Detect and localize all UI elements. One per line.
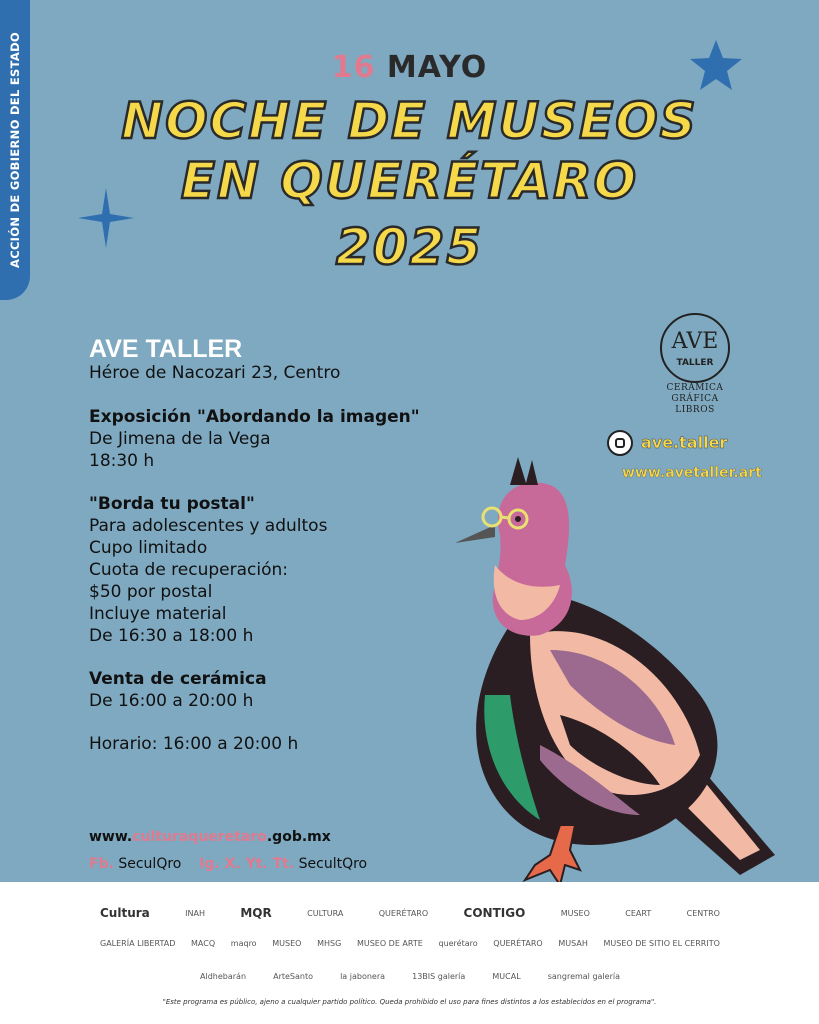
logo-sangremal: sangremal galería bbox=[547, 972, 620, 981]
ave-taller-logo bbox=[660, 313, 730, 383]
url-prefix: www. bbox=[89, 829, 133, 845]
logo-mhsg: MHSG bbox=[317, 939, 342, 948]
instagram-handle[interactable]: ave.taller bbox=[641, 433, 728, 452]
logo-mqr: MQR bbox=[240, 906, 272, 920]
logo-mucal: MUCAL bbox=[492, 972, 521, 981]
event-title: "Borda tu postal" bbox=[89, 494, 255, 514]
logo-queretaro-2: querétaro bbox=[438, 939, 478, 948]
event-line: 18:30 h bbox=[89, 451, 155, 471]
government-url[interactable] bbox=[89, 829, 331, 845]
logo-inah: INAH bbox=[185, 908, 205, 918]
instagram-icon bbox=[607, 430, 633, 456]
side-tab-text: ACCIÓN DE GOBIERNO DEL ESTADO bbox=[8, 32, 22, 268]
event-title: Venta de cerámica bbox=[89, 669, 267, 689]
logo-taller-word: TALLER bbox=[676, 358, 714, 368]
url-suffix: .gob.mx bbox=[266, 829, 331, 845]
logo-el-cerrito: MUSEO DE SITIO EL CERRITO bbox=[603, 939, 720, 948]
facebook-label: Fb. bbox=[89, 856, 114, 872]
venue-address: Héroe de Nacozari 23, Centro bbox=[89, 363, 341, 383]
logo-macq: MACQ bbox=[191, 939, 216, 948]
event-line: De 16:00 a 20:00 h bbox=[89, 691, 254, 711]
event-date bbox=[0, 50, 819, 85]
logo-row-1 bbox=[100, 906, 720, 920]
logo-cultura-small: CULTURA bbox=[307, 908, 344, 918]
logo-museo-2: MUSEO bbox=[272, 939, 302, 948]
pigeon-illustration bbox=[440, 455, 780, 882]
event-line: De Jimena de la Vega bbox=[89, 429, 271, 449]
logo-word: AVE bbox=[671, 329, 719, 354]
logo-maqro: maqro bbox=[230, 939, 257, 948]
event-block-venta bbox=[89, 668, 267, 712]
logo-centro: CENTRO bbox=[686, 908, 720, 918]
event-day: 16 bbox=[331, 50, 376, 85]
event-line: Incluye material bbox=[89, 604, 227, 624]
logo-subtitle bbox=[630, 383, 760, 416]
event-line: $50 por postal bbox=[89, 582, 213, 602]
logo-contigo: CONTIGO bbox=[463, 906, 526, 920]
venue-name: AVE TALLER bbox=[89, 335, 243, 363]
social-handles bbox=[89, 856, 367, 872]
event-line: Cupo limitado bbox=[89, 538, 208, 558]
social-handle[interactable]: SecultQro bbox=[298, 856, 368, 872]
disclaimer: "Este programa es público, ajeno a cualquier partido político. Queda prohibido el uso para fines distintos a los establecidos en el programa". bbox=[162, 998, 657, 1006]
event-line: Cuota de recuperación: bbox=[89, 560, 289, 580]
event-line: De 16:30 a 18:00 h bbox=[89, 626, 254, 646]
title-line-2: EN QUERÉTARO bbox=[180, 152, 639, 210]
event-block-borda bbox=[89, 493, 327, 647]
logo-row-3 bbox=[200, 972, 620, 981]
schedule-text: Horario: 16:00 a 20:00 h bbox=[89, 734, 299, 754]
logo-sub-line: LIBROS bbox=[675, 405, 715, 415]
logo-cultura: Cultura bbox=[100, 906, 150, 920]
logo-la-jabonera: la jabonera bbox=[340, 972, 386, 981]
event-line: Para adolescentes y adultos bbox=[89, 516, 328, 536]
logo-ceart: CEART bbox=[625, 908, 652, 918]
event-title: Exposición "Abordando la imagen" bbox=[89, 407, 420, 427]
logo-artesanto: ArteSanto bbox=[273, 972, 313, 981]
logo-museo: MUSEO bbox=[560, 908, 590, 918]
logo-aldhebaran: Aldhebarán bbox=[200, 972, 247, 981]
facebook-handle[interactable]: SeculQro bbox=[118, 856, 182, 872]
website-link[interactable]: www.avetaller.art bbox=[622, 465, 762, 481]
event-month: MAYO bbox=[386, 50, 488, 85]
title-line-1: NOCHE DE MUSEOS bbox=[121, 92, 698, 150]
event-block-exposicion bbox=[89, 406, 420, 472]
logo-13bis: 13BIS galería bbox=[412, 972, 466, 981]
logo-galeria-libertad: GALERÍA LIBERTAD bbox=[100, 939, 176, 948]
logo-queretaro-3: QUERÉTARO bbox=[493, 939, 543, 948]
logo-sub-line: GRÁFICA bbox=[671, 394, 719, 404]
logo-musah: MUSAH bbox=[558, 939, 588, 948]
title-line-3: 2025 bbox=[335, 218, 484, 276]
url-highlight: culturaqueretaro bbox=[132, 829, 267, 845]
social-label: Ig. X. Yt. Tt. bbox=[199, 856, 295, 872]
logo-queretaro: QUERÉTARO bbox=[378, 908, 429, 918]
logo-sub-line: CERÁMICA bbox=[666, 383, 724, 393]
logo-museo-arte: MUSEO DE ARTE bbox=[356, 939, 423, 948]
logo-row-2 bbox=[100, 939, 720, 948]
